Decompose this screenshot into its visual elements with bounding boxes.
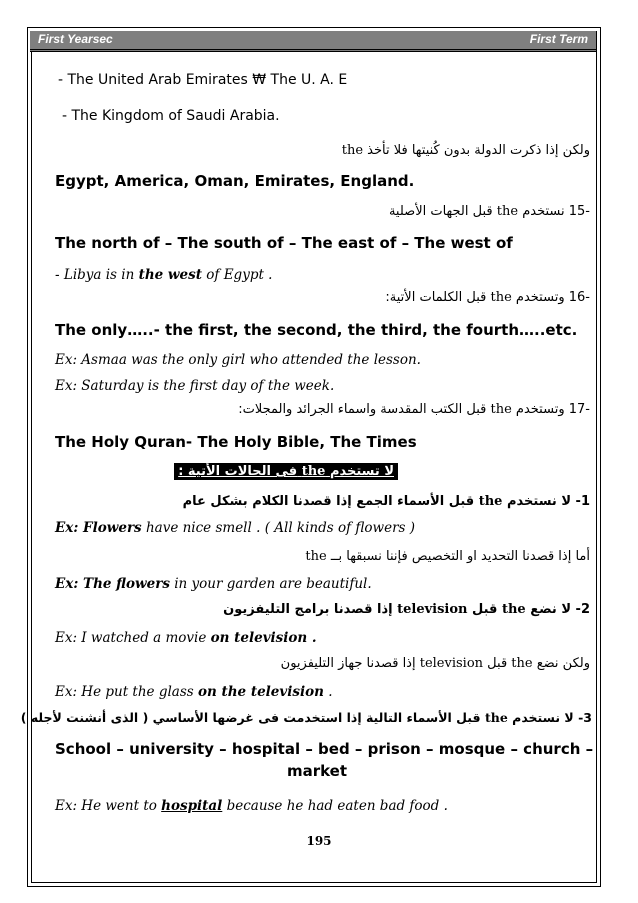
example-text: Ex: He went to [55, 798, 162, 814]
example-emphasis: on television . [210, 630, 317, 646]
example-flowers [55, 520, 415, 536]
rule-3 [21, 710, 592, 725]
line-no-the-ar [342, 143, 590, 158]
example-text: in your garden are beautiful. [169, 576, 372, 592]
arabic-text: قبل [472, 602, 498, 617]
highlighted-heading [174, 463, 398, 480]
arabic-text: قبل الأسماء الجمع إذا قصدنا الكلام بشكل عام [182, 494, 475, 509]
example-text: - Libya is in [55, 267, 139, 283]
rule-16 [385, 290, 590, 305]
line-tv-set [281, 656, 590, 671]
arabic-text: قبل الجهات الأصلية [388, 204, 493, 219]
line-specific-the [305, 549, 590, 564]
the-word: the [305, 549, 327, 564]
arabic-text: إذا قصدنا برامج التليفزيون [223, 602, 393, 617]
the-word: the [490, 290, 512, 305]
rule-number: 2- [575, 602, 590, 617]
example-saturday: Ex: Saturday is the first day of the week. [55, 378, 335, 394]
rule-number: -16 [568, 290, 590, 305]
rule-15 [389, 204, 590, 219]
arabic-text: فى الحالات الأتية : [178, 464, 298, 479]
rule-1 [183, 494, 590, 509]
line-countries: Egypt, America, Oman, Emirates, England. [55, 172, 415, 190]
example-asmaa: Ex: Asmaa was the only girl who attended the lesson. [55, 352, 421, 368]
heading-no-the [174, 464, 398, 479]
line-ksa: - The Kingdom of Saudi Arabia. [62, 108, 280, 124]
example-text: Ex: I watched a movie [55, 630, 211, 646]
header-term: First Term [529, 32, 588, 46]
example-emphasis: Ex: The flowers [55, 576, 170, 592]
rule-number: -15 [568, 204, 590, 219]
header-year: First Yearsec [38, 32, 113, 46]
arabic-text: لا نضع [530, 602, 572, 617]
example-emphasis: hospital [161, 798, 223, 814]
line-ordinals: The only…..- the first, the second, the third, the fourth…..etc. [55, 321, 578, 339]
the-word: the [501, 602, 526, 617]
arabic-text: لا نستخدم [512, 710, 574, 725]
line-market: market [286, 762, 348, 780]
the-word: the [490, 402, 512, 417]
example-emphasis: the west [138, 267, 202, 283]
television-word: television [397, 602, 468, 617]
arabic-text: لا تستخدم [329, 464, 394, 479]
arabic-text: أما إذا قصدنا التحديد او التخصيص فإننا نسبقها بــ [330, 549, 590, 564]
arabic-text: لا نستخدم [506, 494, 572, 509]
arabic-text: قبل الكتب المقدسة واسماء الجرائد والمجلات: [238, 402, 487, 417]
rule-2 [223, 602, 590, 617]
arabic-text: وتستخدم [515, 290, 565, 305]
rule-number: -17 [568, 402, 590, 417]
example-glass [55, 684, 333, 700]
header-bar [30, 31, 596, 52]
example-emphasis: Ex: Flowers [55, 520, 142, 536]
example-text: of Egypt . [201, 267, 273, 283]
line-places: School – university – hospital – bed – prison – mosque – church – [55, 740, 594, 758]
example-text: have nice smell . ( All kinds of flowers ) [141, 520, 416, 536]
the-word: the [511, 656, 533, 671]
example-the-flowers [55, 576, 372, 592]
example-hospital [55, 798, 448, 814]
page-number: 195 [306, 834, 332, 848]
arabic-text: قبل [487, 656, 508, 671]
the-word: the [478, 494, 503, 509]
rule-17 [238, 402, 590, 417]
arabic-text: إذا قصدنا جهاز التليفزيون [280, 656, 416, 671]
arabic-text: وتستخدم [515, 402, 565, 417]
line-uae: - The United Arab Emirates ₩ The U. A. E [58, 72, 348, 88]
line-holy-books: The Holy Quran- The Holy Bible, The Times [55, 433, 417, 451]
the-word: the [341, 143, 364, 158]
rule-number: 1- [575, 494, 590, 509]
arabic-text: نستخدم [522, 204, 565, 219]
rule-number: 3- [578, 710, 592, 725]
example-watched-movie [55, 630, 317, 646]
arabic-text: قبل الأسماء التالية إذا استخدمت فى غرضها الأساسي ( الذى أنشنت لأجله ) [20, 710, 481, 725]
line-directions: The north of – The south of – The east of – The west of [55, 234, 513, 252]
television-word: television [419, 656, 484, 671]
arabic-text: ولكن إذا ذكرت الدولة بدون كُنيتها فلا تأخذ [367, 143, 590, 158]
example-text: because he had eaten bad food . [222, 798, 448, 814]
example-text: Ex: He put the glass [55, 684, 198, 700]
arabic-text: ولكن نضع [536, 656, 590, 671]
example-text: . [323, 684, 333, 700]
the-word: the [301, 464, 326, 479]
the-word: the [496, 204, 519, 219]
arabic-text: قبل الكلمات الأتية: [385, 290, 487, 305]
example-emphasis: on the television [197, 684, 324, 700]
example-libya [55, 267, 272, 283]
the-word: the [484, 710, 508, 725]
